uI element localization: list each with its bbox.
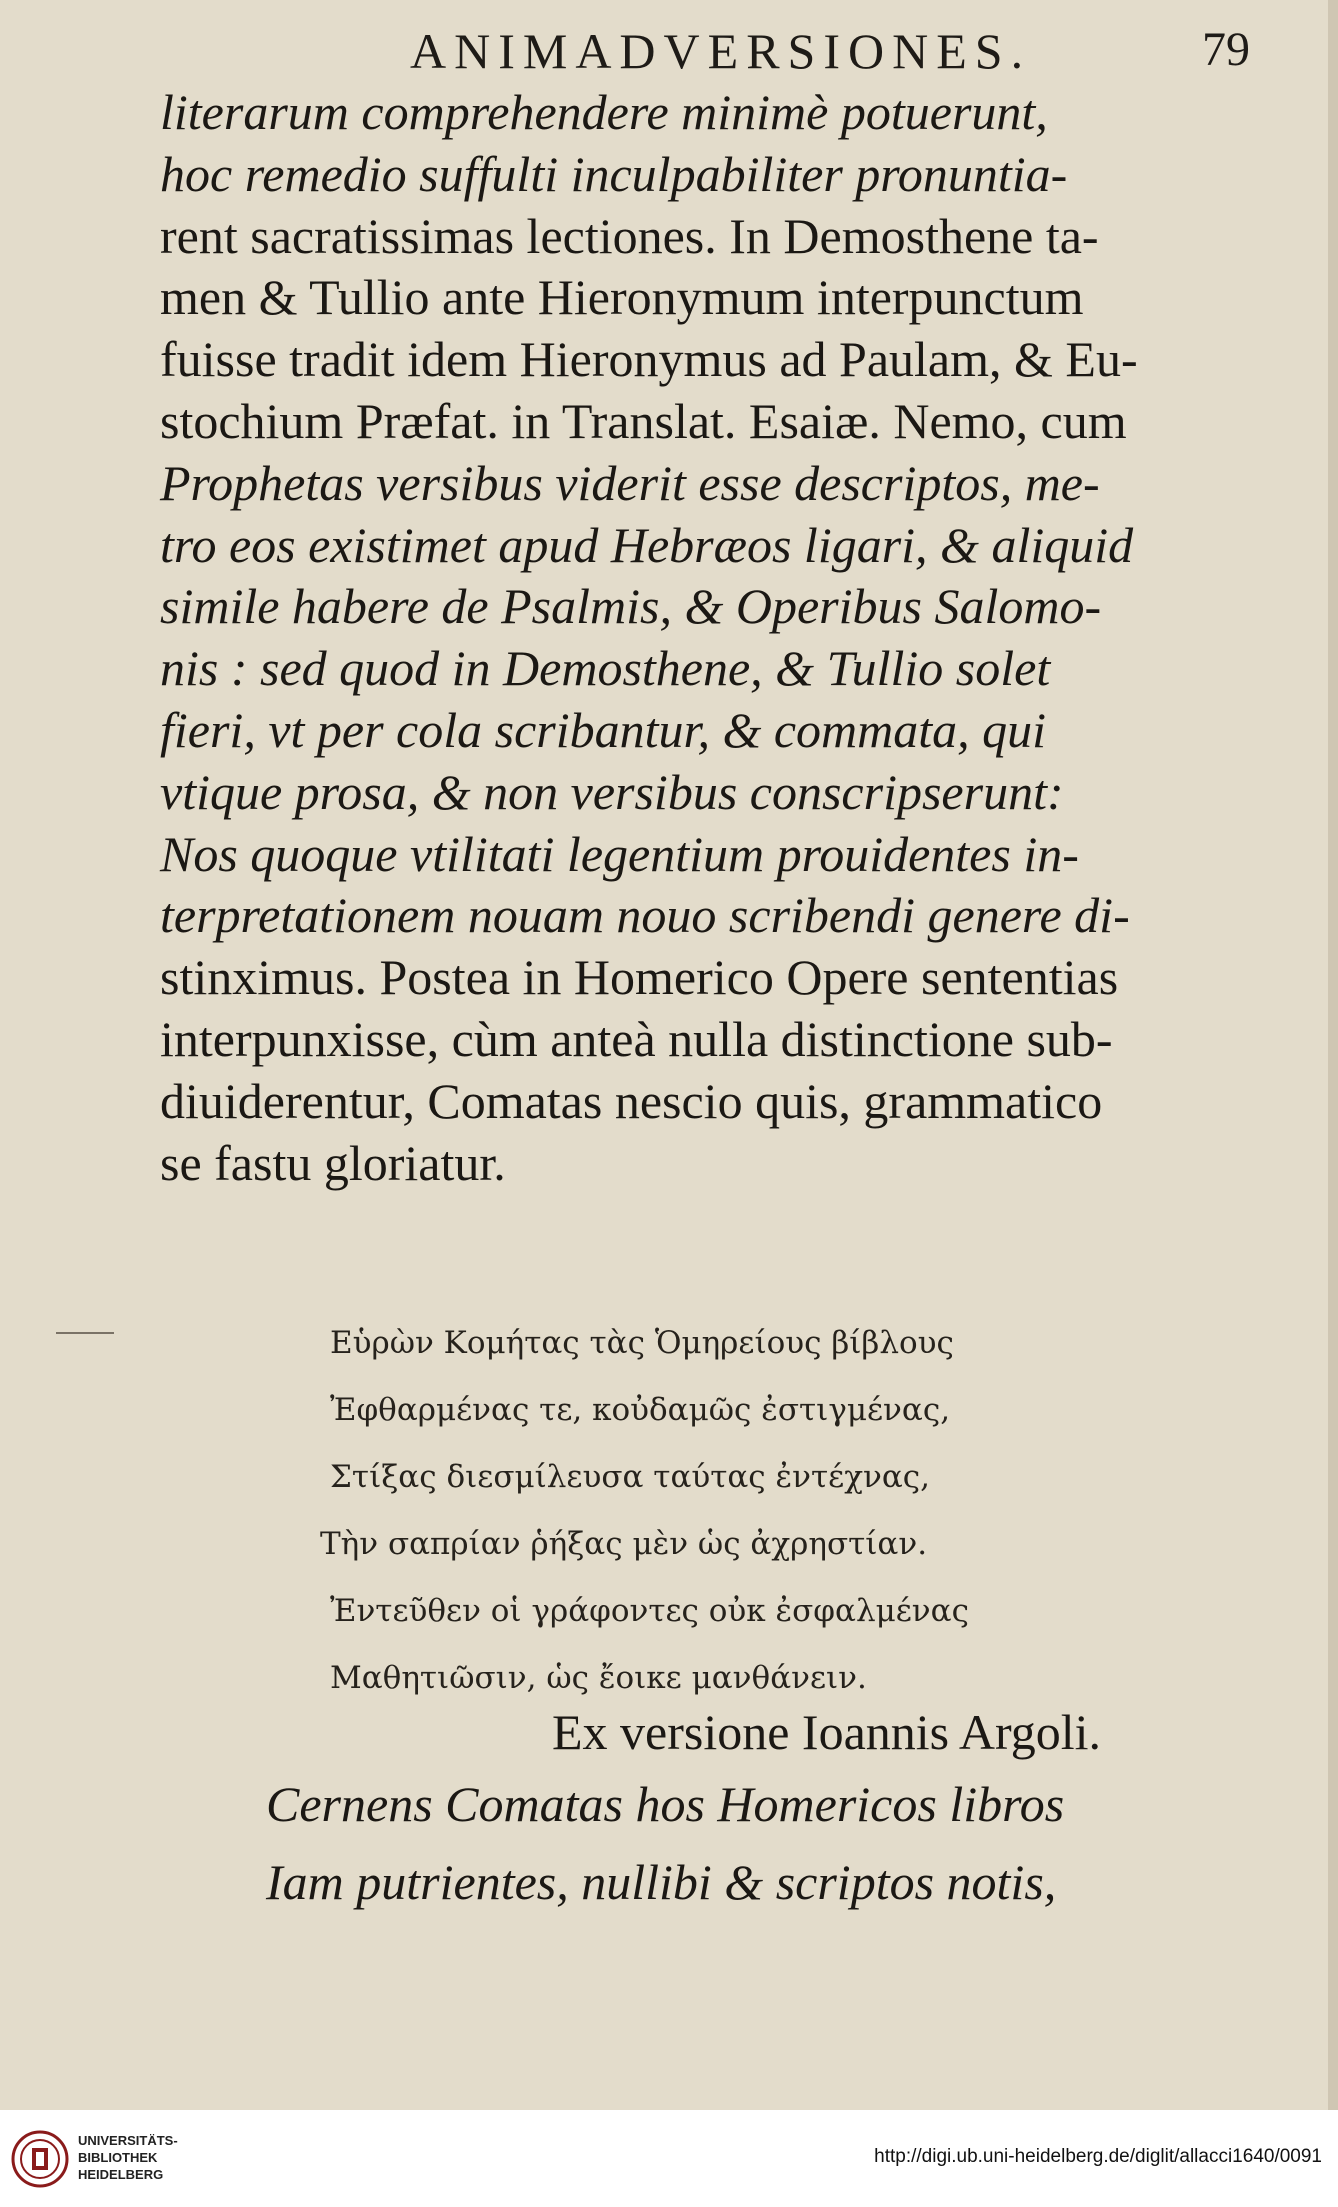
greek-verse-line: Τὴν σαπρίαν ῥήξας μὲν ὡς ἀχρηστίαν. xyxy=(320,1526,928,1562)
text-line: se fastu gloriatur. xyxy=(160,1134,506,1191)
text-line: nis : sed quod in Demosthene, & Tullio solet xyxy=(160,640,1051,697)
text-line: terpretationem nouam nouo scribendi genere di- xyxy=(160,887,1130,944)
library-name xyxy=(78,2132,178,2183)
margin-dash xyxy=(56,1332,114,1334)
text-line: fieri, vt per cola scribantur, & commata, qui xyxy=(160,701,1047,758)
page-edge xyxy=(1328,0,1338,2110)
text-line: stinximus. Postea in Homerico Opere sententias xyxy=(160,949,1119,1006)
greek-verse-line: Στίξας διεσμίλευσα ταύτας ἐντέχνας, xyxy=(330,1459,930,1495)
latin-verse-line: Cernens Comatas hos Homericos libros xyxy=(266,1776,1065,1832)
text-line: simile habere de Psalmis, & Operibus Salomo- xyxy=(160,578,1102,635)
translation-source: Ex versione Ioannis Argoli. xyxy=(552,1704,1101,1760)
body-text xyxy=(160,82,1250,1194)
page-number: 79 xyxy=(1202,23,1250,76)
running-head: ANIMADVERSIONES. xyxy=(410,23,1032,79)
greek-verse-line: Ἐντεῦθεν οἱ γράφοντες οὐκ ἐσφαλμένας xyxy=(330,1593,969,1629)
library-seal-logo xyxy=(10,2124,70,2194)
text-line: stochium Præfat. in Translat. Esaiæ. Nemo, cum xyxy=(160,392,1127,449)
text-line: vtique prosa, & non versibus conscripserunt: xyxy=(160,763,1064,820)
text-line: interpunxisse, cùm anteà nulla distinctione sub- xyxy=(160,1010,1113,1067)
latin-verse-line: Iam putrientes, nullibi & scriptos notis, xyxy=(266,1854,1057,1910)
library-name-line: BIBLIOTHEK xyxy=(78,2150,158,2165)
library-name-line: UNIVERSITÄTS- xyxy=(78,2133,178,2148)
page-header xyxy=(160,22,1250,82)
text-line: rent sacratissimas lectiones. In Demosthene ta- xyxy=(160,207,1099,264)
text-line: hoc remedio suffulti inculpabiliter pronuntia- xyxy=(160,145,1068,202)
text-line: fuisse tradit idem Hieronymus ad Paulam, & Eu- xyxy=(160,331,1138,388)
text-line: tro eos existimet apud Hebræos ligari, & aliquid xyxy=(160,516,1134,573)
greek-verse-line: Ἐφθαρμένας τε, κοὐδαμῶς ἐστιγμένας, xyxy=(330,1392,951,1428)
greek-verse-line: Εὑρὼν Κομήτας τὰς Ὁμηρείους βίβλους xyxy=(330,1325,954,1361)
source-url-link[interactable]: http://digi.ub.uni-heidelberg.de/diglit/allacci1640/0091 xyxy=(874,2146,1322,2167)
footer-bar xyxy=(0,2110,1338,2207)
text-line: men & Tullio ante Hieronymum interpunctum xyxy=(160,269,1084,326)
text-line: literarum comprehendere minimè potuerunt, xyxy=(160,84,1048,140)
text-line: diuiderentur, Comatas nescio quis, grammatico xyxy=(160,1072,1103,1129)
text-line: Prophetas versibus viderit esse descriptos, me- xyxy=(160,454,1100,511)
library-name-line: HEIDELBERG xyxy=(78,2167,164,2182)
greek-verse-line: Μαθητιῶσιν, ὡς ἔοικε μανθάνειν. xyxy=(330,1660,867,1696)
text-line: Nos quoque vtilitati legentium prouidentes in- xyxy=(160,825,1079,882)
greek-epigram xyxy=(320,1310,1030,1712)
